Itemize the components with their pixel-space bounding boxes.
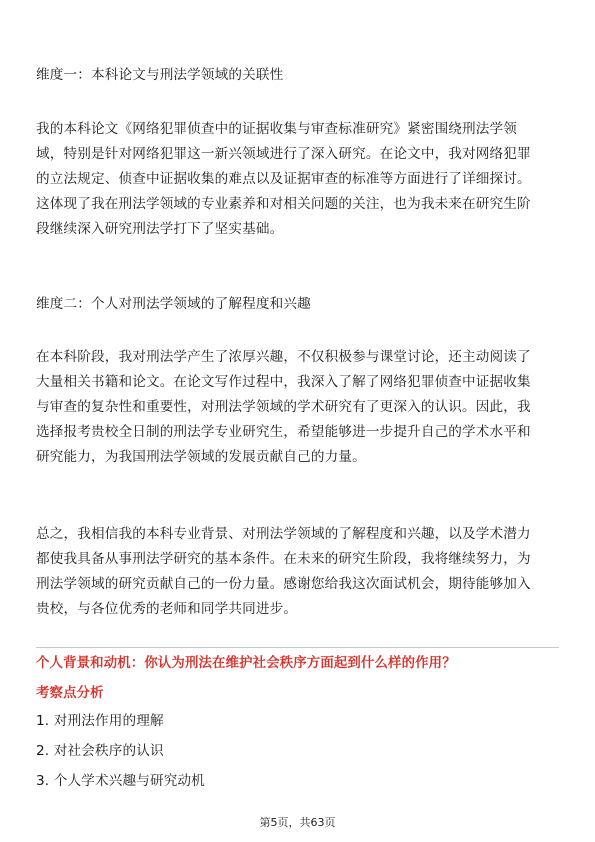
dimension-one-paragraph (36, 117, 559, 242)
interview-question: 个人背景和动机：你认为刑法在维护社会秩序方面起到什么样的作用？ (36, 656, 456, 671)
paragraph-line: 的立法规定、侦查中证据收集的难点以及证据审查的标准等方面进行了详细探讨。 (36, 171, 531, 187)
dimension-one-heading: 维度一：本科论文与刑法学领域的关联性 (36, 67, 284, 83)
page-number-footer: 第5页，共63页 (259, 816, 336, 829)
analysis-list-item: 3. 个人学术兴趣与研究动机 (36, 773, 205, 789)
paragraph-line: 选择报考贵校全日制的刑法学专业研究生，希望能够进一步提升自己的学术水平和 (36, 424, 531, 440)
paragraph-line: 在本科阶段，我对刑法学产生了浓厚兴趣，不仅积极参与课堂讨论，还主动阅读了 (36, 349, 531, 365)
paragraph-line: 域，特别是针对网络犯罪这一新兴领域进行了深入研究。在论文中，我对网络犯罪 (36, 146, 531, 162)
paragraph-line: 研究能力，为我国刑法学领域的发展贡献自己的力量。 (36, 449, 366, 465)
dimension-two-heading: 维度二：个人对刑法学领域的了解程度和兴趣 (36, 296, 311, 312)
analysis-heading: 考察点分析 (36, 686, 104, 701)
analysis-list-item: 2. 对社会秩序的认识 (36, 743, 164, 759)
paragraph-line: 总之，我相信我的本科专业背景、对刑法学领域的了解程度和兴趣，以及学术潜力 (36, 526, 531, 542)
paragraph-line: 都使我具备从事刑法学研究的基本条件。在未来的研究生阶段，我将继续努力，为 (36, 551, 531, 567)
analysis-list-item: 1. 对刑法作用的理解 (36, 713, 164, 729)
dimension-two-paragraph (36, 345, 559, 470)
document-page (36, 0, 559, 842)
section-divider (36, 647, 559, 648)
paragraph-line: 这体现了我在刑法学领域的专业素养和对相关问题的关注，也为我未来在研究生阶 (36, 196, 531, 212)
paragraph-line: 段继续深入研究刑法学打下了坚实基础。 (36, 221, 284, 237)
paragraph-line: 我的本科论文《网络犯罪侦查中的证据收集与审查标准研究》紧密围绕刑法学领 (36, 121, 518, 137)
conclusion-paragraph (36, 522, 559, 622)
paragraph-line: 刑法学领域的研究贡献自己的一份力量。感谢您给我这次面试机会，期待能够加入 (36, 576, 531, 592)
paragraph-line: 贵校，与各位优秀的老师和同学共同进步。 (36, 601, 298, 617)
paragraph-line: 与审查的复杂性和重要性，对刑法学领域的学术研究有了更深入的认识。因此，我 (36, 399, 531, 415)
paragraph-line: 大量相关书籍和论文。在论文写作过程中，我深入了解了网络犯罪侦查中证据收集 (36, 374, 531, 390)
